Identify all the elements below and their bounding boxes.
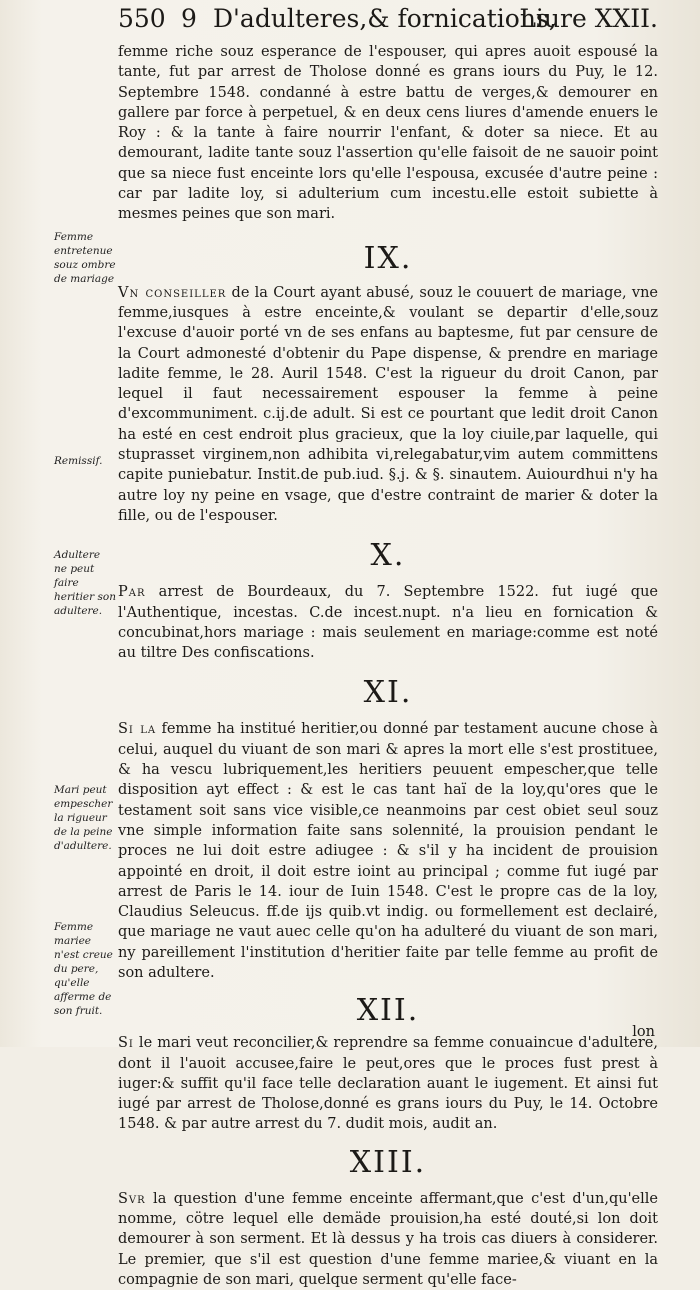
running-title: D'adulteres,& fornications, bbox=[213, 4, 557, 33]
section-heading-xii: XII. bbox=[356, 993, 420, 1029]
lead-word-x: Par bbox=[118, 584, 146, 601]
book-number: Liure XXII. bbox=[519, 4, 658, 33]
lead-word-xii: Si bbox=[118, 1035, 134, 1052]
catchword: lon bbox=[632, 1024, 655, 1040]
section-body-x: arrest de Bourdeaux, du 7. Septembre 1522. fut iugé que l'Authentique, incestas. C.de incest.nupt. n'a lieu en fornication & concubinat,hors mariage : mais seulement en mariage:comme est noté au tiltre Des confiscations. bbox=[118, 584, 658, 662]
section-heading-xi: XI. bbox=[363, 675, 413, 711]
section-text-xiii bbox=[118, 1189, 658, 1290]
margin-note-xiii: Femme mariee n'est creue du pere, qu'elle afferme de son fruit. bbox=[54, 921, 113, 1017]
section-heading-xiii: XIII. bbox=[349, 1144, 427, 1180]
section-body-xiii: la question d'une femme enceinte affermant,que c'est d'un,qu'elle nomme, cötre lequel elle demäde prouision,ha esté douté,si lon doit demourer à son serment. Et là dessus y ha trois cas diuers à considerer. Le premier, que s'il est question d'une femme mariee,& viuant en la compagnie de son mari, quelque serment qu'elle face- bbox=[118, 1190, 658, 1288]
margin-note-x: Remissif. bbox=[54, 455, 103, 467]
section-text-xi bbox=[118, 719, 658, 983]
margin-note-xii: Mari peut empescher la rigueur de la peine d'adultere. bbox=[54, 784, 113, 852]
section-body-ix: de la Court ayant abusé, souz le couuert de mariage, vne femme,iusques à estre enceinte,& voulant se departir d'elle,souz l'excuse d'auoir porté vn de ses enfans au baptesme, fut par censure de la Court admonesté d'obtenir du Pape dispense, & prendre en mariage ladite femme, le 28. Auril 1548. C'est la rigueur du droit Canon, par lequel il faut necessairement espouser la femme à peine d'excommuniment. c.ij.de adult. Si est ce pourtant que ledit droit Canon ha esté en cest endroit plus gracieux, que la loy ciuile,par laquelle, qui stuprasset virginem,non adhibita vi,relegabatur,vim autem committens capite puniebatur. Instit.de pub.iud. §.j. & §. sinautem. Auiourdhui n'y ha autre loy ny peine en vsage, que d'estre contraint de marier & doter la fille, ou de l'espouser. bbox=[118, 284, 658, 524]
section-heading-x: X. bbox=[370, 538, 406, 574]
page-body bbox=[118, 42, 658, 1290]
section-text-x bbox=[118, 582, 658, 663]
page-number: 550 bbox=[118, 4, 166, 33]
lead-word-xiii: Svr bbox=[118, 1190, 146, 1207]
margin-note-ix: Femme entretenue souz ombre de mariage bbox=[54, 231, 116, 285]
section-text-xii bbox=[118, 1033, 658, 1134]
intro-paragraph: femme riche souz esperance de l'espouser, qui apres auoit espousé la tante, fut par arrest de Tholose donné es grans iours du Puy, le 12. Septembre 1548. condanné à estre battu de verges,& demourer en gallere par force à perpetuel, & en deux cens liures d'amende enuers le Roy : & la tante à faire nourrir l'enfant, & doter sa niece. Et au demourant, ladite tante souz l'assertion qu'elle faisoit de ne sauoir point que sa niece fust enceinte lors qu'elle l'espousa, excusée d'autre peine : car par ladite loy, si adulterium cum incestu.elle estoit subiette à mesmes peines que son mari. bbox=[118, 44, 658, 223]
signature-mark: 9 bbox=[181, 4, 197, 33]
section-body-xi: femme ha institué heritier,ou donné par testament aucune chose à celui, auquel du viuant de son mari & apres la mort elle s'est prostituee, & ha vescu lubriquement,les heritiers peuuent empescher,que telle disposition ayt effect : & est le cas tant haï de la loy,qu'ores que le testament soit sans vice visible,ce neanmoins par cest obiet seul souz vne simple information faite sans solennité, la prouision pendant le proces ne lui doit estre adiugee : & s'il y ha incident de prouision appointé en droit, il doit estre ioint au principal ; comme fut iugé par arrest de Paris le 14. iour de Iuin 1548. C'est le propre cas de la loy, Claudius Seleucus. ff.de ijs quib.vt indig. ou formellement est declairé, que mariage ne vaut auec celle qu'on ha adulteré du viuant de son mari, ny pareillement l'institution d'heritier faite par telle femme au profit de son adultere. bbox=[118, 721, 658, 981]
lead-word-xi: Si la bbox=[118, 721, 157, 738]
section-text-ix bbox=[118, 283, 658, 527]
running-header bbox=[118, 2, 658, 36]
section-heading-ix: IX. bbox=[363, 240, 413, 276]
section-body-xii: le mari veut reconcilier,& reprendre sa femme conuaincue d'adultere, dont il l'auoit accusee,faire le peut,ores que le proces fust prest à iuger:& suffit qu'il face telle declaration auant le iugement. Et ainsi fut iugé par arrest de Tholose,donné es grans iours du Puy, le 14. Octobre 1548. & par autre arrest du 7. dudit mois, audit an. bbox=[118, 1035, 658, 1133]
lead-word-ix: Vn conseiller bbox=[118, 284, 227, 301]
margin-note-xi: Adultere ne peut faire heritier son adultere. bbox=[54, 549, 116, 617]
